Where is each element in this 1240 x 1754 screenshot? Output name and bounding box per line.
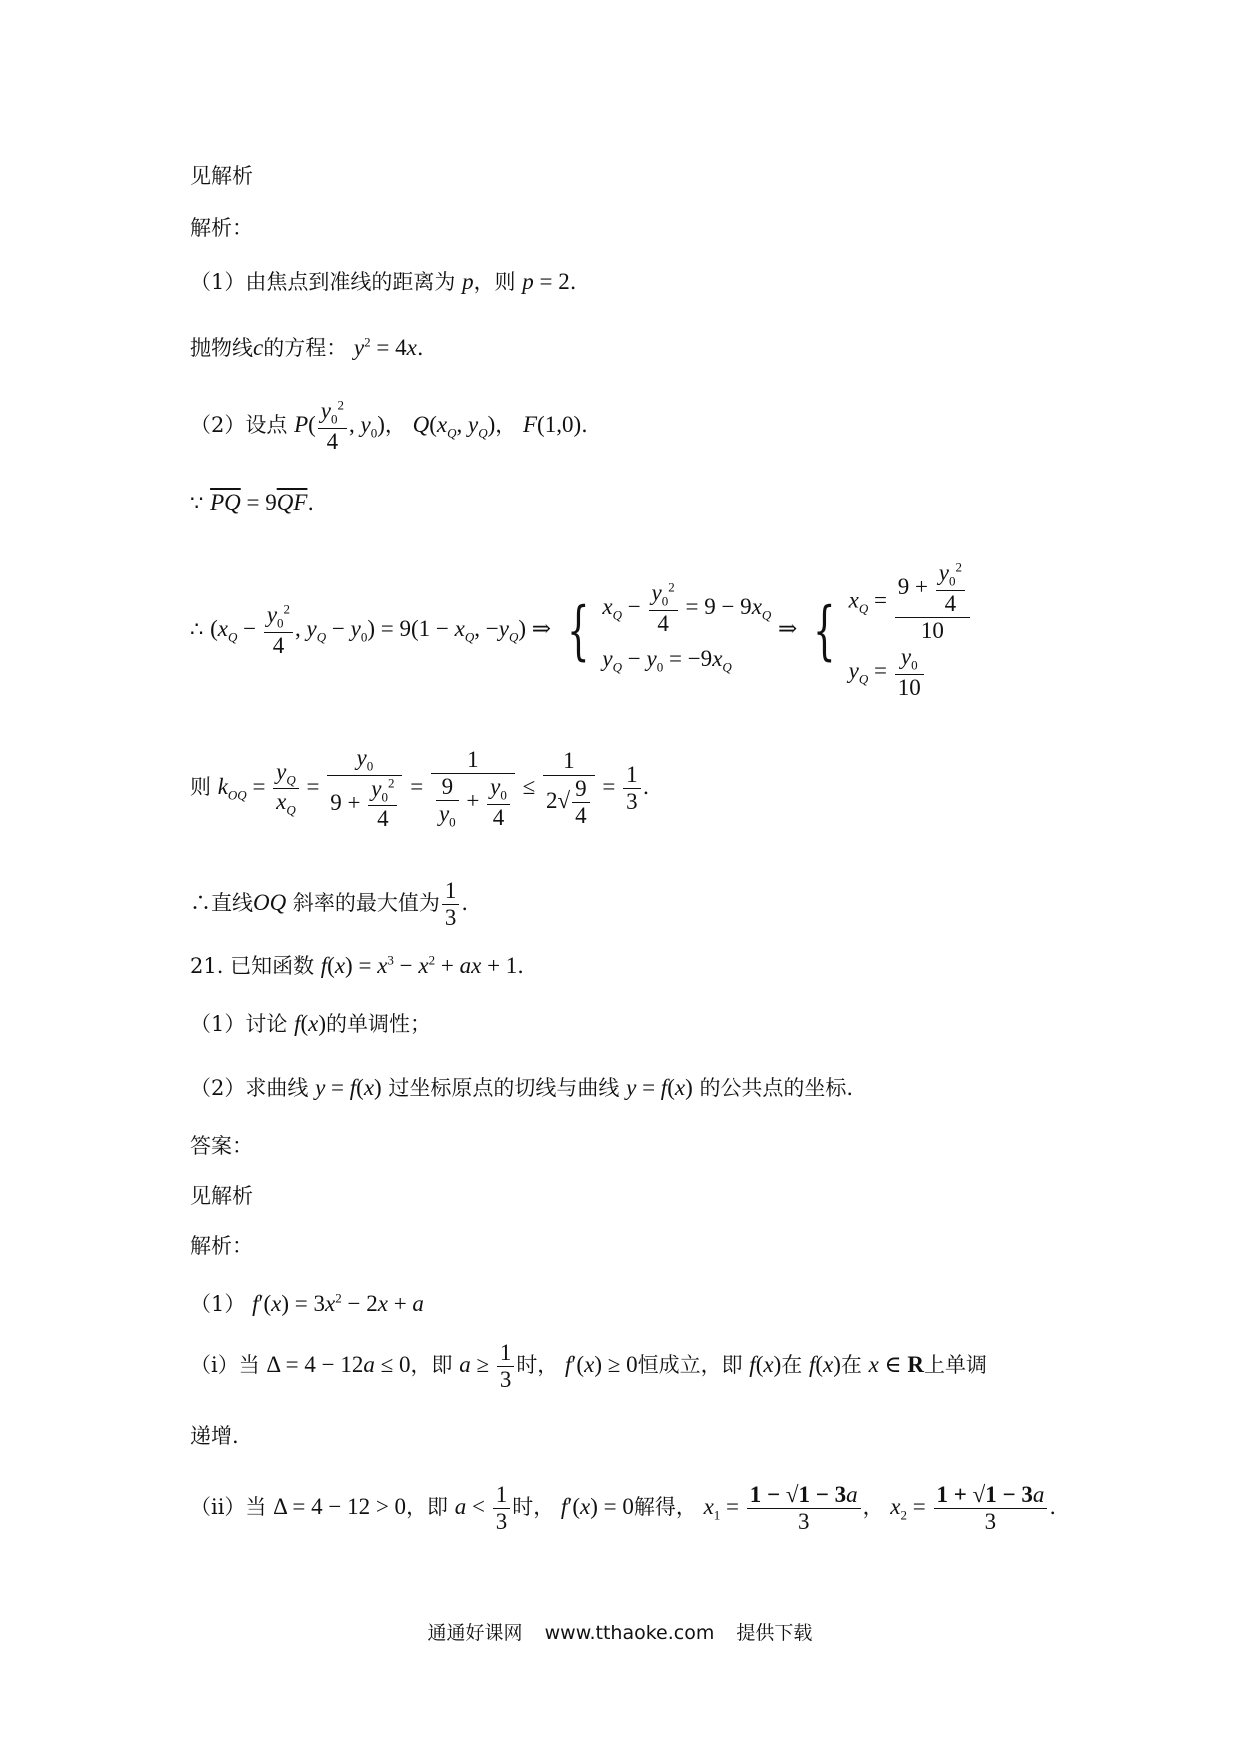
case-i-continuation: 递增. — [190, 1424, 239, 1448]
case-ii-line: （ii）当 Δ = 4 − 12 > 0，即 a < $\frac{1}{3}$ 时， f′(x) = 0解得， $x_1$ = $\frac{1 - √1 - 3a}{3}$ ， $x_2$ = $\frac{1 + √1 - 3a}{3}$ . — [190, 1482, 1057, 1535]
footer-suffix: 提供下载 — [736, 1622, 813, 1644]
case-i-line: （i）当 Δ = 4 − 12a ≤ 0，即 a ≥ $\frac{1}{3}$ 时， f′(x) ≥ 0恒成立，即 f(x)在 f(x)在 x ∈ R上单调 — [190, 1340, 987, 1393]
step-1-line: （1）由焦点到准线的距离为 p，则 p = 2. — [190, 269, 577, 294]
vector-condition-line: ∵ $\overline{PQ} = 9\overline{QF}$. — [190, 490, 315, 515]
page-footer — [0, 1618, 1240, 1645]
answer-label: 见解析 — [190, 164, 253, 188]
question-21-part-1: （1）讨论 f(x)的单调性； — [190, 1011, 432, 1036]
slope-inequality-line: 则 $k_{OQ}$ = $\frac{y_Q}{x_Q}$ = $y_0$ 9 + $\frac{y_0^2}{4}$ = 1 $\frac{9}{y_0}$ + $\frac{y_0}{4}$ ≤ 1 2√ $\frac{9}{4}$ = $\frac{1}{3}$ . — [190, 745, 650, 832]
analysis-heading: 解析： — [190, 1234, 253, 1258]
answer-see-analysis: 见解析 — [190, 1184, 253, 1208]
footer-url[interactable]: www.tthaoke.com — [544, 1622, 715, 1644]
parabola-equation-line: 抛物线c的方程： $y^2 = 4x$. — [190, 334, 424, 360]
step-2-points-line: （2）设点 P( $\frac{y_0^2}{4}$ , $y_0$)， $Q(x_Q$, $y_Q$)， F(1,0). — [190, 397, 588, 454]
answer-heading: 答案： — [190, 1134, 253, 1158]
question-21-part-2: （2）求曲线 y = f(x) 过坐标原点的切线与曲线 y = f(x) 的公共点的坐标. — [190, 1075, 854, 1100]
analysis-label: 解析： — [190, 216, 253, 240]
max-slope-conclusion-line: ∴直线OQ 斜率的最大值为 $\frac{1}{3}$ . — [190, 878, 469, 931]
system-derivation-line: ∴ ($x_Q$ − $\frac{y_0^2}{4}$ , $y_Q - y_0) = 9(1 - x_Q$, $-y_Q$) ⇒ { $x_Q$ − $\frac{y_0^2}{4}$ = $9 - 9x_Q$ $y_Q - y_0 = -9x_Q$ ⇒ { $x_Q$ = 9 + $\frac{y_0^2}{4}$ 10 $y_Q$ = $\frac{y_0}{10}$ — [190, 560, 972, 701]
derivative-line: （1） $f'(x) = 3x^2 - 2x + a$ — [190, 1290, 424, 1316]
question-21-title: 21. 已知函数 $f(x) = x^3 - x^2$ + ax + 1. — [190, 952, 524, 978]
footer-site-name: 通通好课网 — [427, 1622, 523, 1644]
